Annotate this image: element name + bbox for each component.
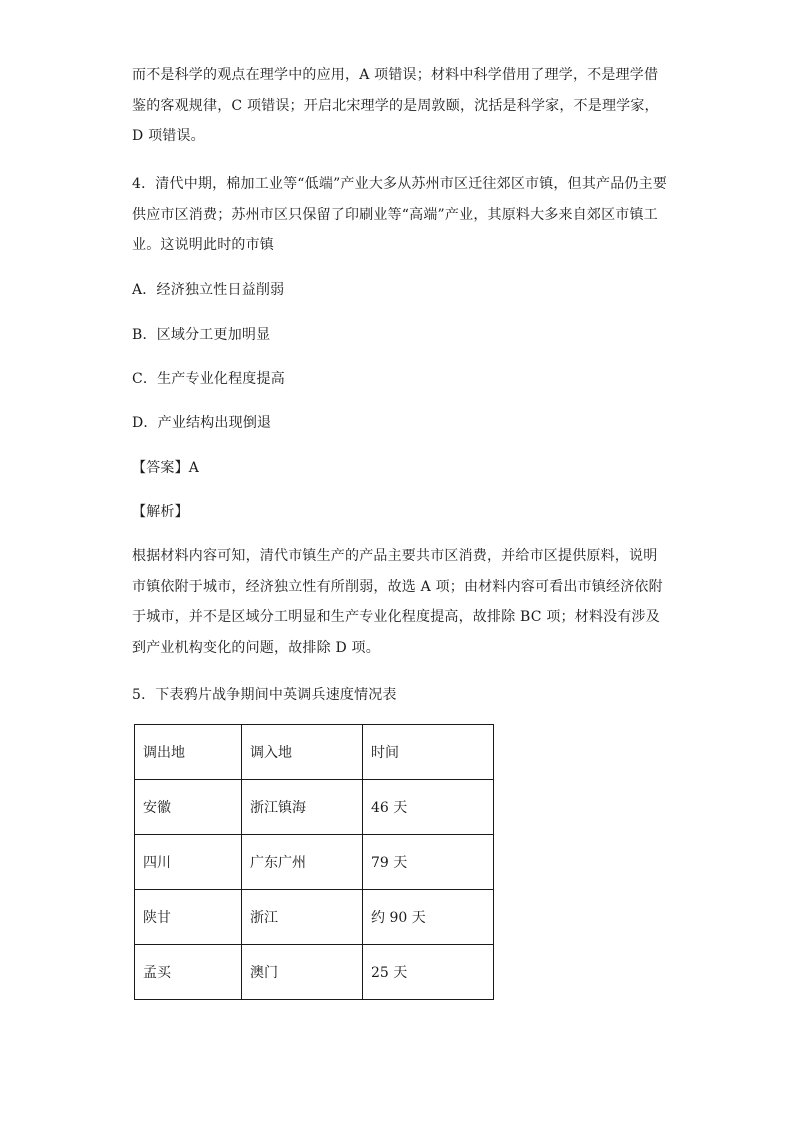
answer-text: 【答案】A: [132, 460, 200, 476]
table-cell: 陕甘: [135, 890, 242, 945]
table-row: [135, 780, 494, 835]
table-cell: 安徽: [135, 780, 242, 835]
table-row: [135, 835, 494, 890]
option-d: [132, 408, 662, 439]
table-cell: 46 天: [363, 780, 494, 835]
question-4-stem: [132, 169, 668, 261]
table-cell: 孟买: [135, 945, 242, 1000]
table-cell: 广东广州: [242, 835, 363, 890]
table-cell: 约 90 天: [363, 890, 494, 945]
option-a-text: A．经济独立性日益削弱: [132, 282, 285, 298]
question-5-stem: [132, 680, 662, 711]
continuation-line: 而不是科学的观点在理学中的应用，A 项错误；材料中科学借用了理学，不是理学借: [132, 67, 659, 83]
analysis-line: 到产业机构变化的问题，故排除 D 项。: [132, 639, 380, 656]
table-cell: 澳门: [242, 945, 363, 1000]
table-cell: 浙江: [242, 890, 363, 945]
option-a: [132, 275, 662, 306]
analysis-label-text: 【解析】: [132, 504, 189, 520]
table-cell: 25 天: [363, 945, 494, 1000]
option-b: [132, 320, 662, 351]
analysis-label: [132, 497, 662, 528]
continuation-line: D 项错误。: [132, 128, 205, 144]
table-row: [135, 945, 494, 1000]
table-header-row: [135, 725, 494, 780]
analysis-paragraph: [132, 541, 662, 663]
troop-speed-table: [134, 724, 494, 1000]
option-d-text: D．产业结构出现倒退: [132, 415, 272, 431]
option-b-text: B．区域分工更加明显: [132, 327, 271, 343]
table-header-cell: 调入地: [242, 725, 363, 780]
analysis-line: 市镇依附于城市，经济独立性有所削弱，故选 A 项；由材料内容可看出市镇经济依附: [132, 578, 663, 595]
table-row: [135, 890, 494, 945]
question-5-stem-text: 5．下表鸦片战争期间中英调兵速度情况表: [132, 687, 397, 703]
table-header-cell: 时间: [363, 725, 494, 780]
analysis-line: 于城市，并不是区域分工明显和生产专业化程度提高，故排除 BC 项；材料没有涉及: [132, 609, 660, 625]
answer-line: [132, 453, 662, 484]
table-cell: 四川: [135, 835, 242, 890]
question-4-stem-line: 4．清代中期，棉加工业等“低端”产业大多从苏州市区迁往郊区市镇，但其产品仍主要: [132, 176, 668, 192]
option-c: [132, 364, 662, 395]
continuation-line: 鉴的客观规律，C 项错误；开启北宋理学的是周敦颐，沈括是科学家，不是理学家，: [132, 97, 659, 114]
analysis-line: 根据材料内容可知，清代市镇生产的产品主要共市区消费，并给市区提供原料，说明: [132, 548, 658, 564]
table-cell: 79 天: [363, 835, 494, 890]
question-4-stem-line: 供应市区消费；苏州市区只保留了印刷业等“高端”产业，其原料大多来自郊区市镇工: [132, 206, 658, 223]
question-4-stem-line: 业。这说明此时的市镇: [132, 237, 274, 253]
table-header-cell: 调出地: [135, 725, 242, 780]
table-cell: 浙江镇海: [242, 780, 363, 835]
option-c-text: C．生产专业化程度提高: [132, 371, 285, 387]
continuation-paragraph: [132, 60, 662, 152]
